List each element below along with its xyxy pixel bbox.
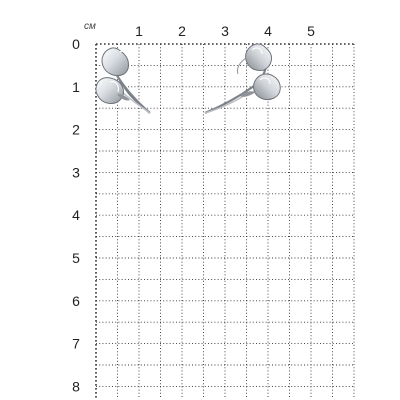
x-tick-label: 2 (178, 23, 186, 39)
left-earring (96, 48, 150, 113)
y-tick-label: 7 (72, 335, 80, 352)
y-tick-label: 3 (72, 164, 80, 181)
y-tick-label: 8 (72, 378, 80, 395)
unit-label: см (84, 21, 96, 32)
ruler-labels (72, 21, 315, 394)
y-tick-label: 1 (72, 78, 80, 95)
x-tick-label: 4 (264, 23, 272, 39)
y-tick-label: 0 (72, 36, 80, 52)
y-tick-label: 2 (72, 121, 80, 138)
y-tick-label: 4 (72, 207, 80, 224)
x-tick-label: 5 (307, 23, 315, 39)
y-tick-label: 5 (72, 250, 80, 266)
x-tick-label: 3 (221, 23, 229, 39)
y-tick-label: 6 (72, 292, 80, 309)
x-tick-label: 1 (135, 23, 143, 39)
right-earring (205, 44, 280, 113)
